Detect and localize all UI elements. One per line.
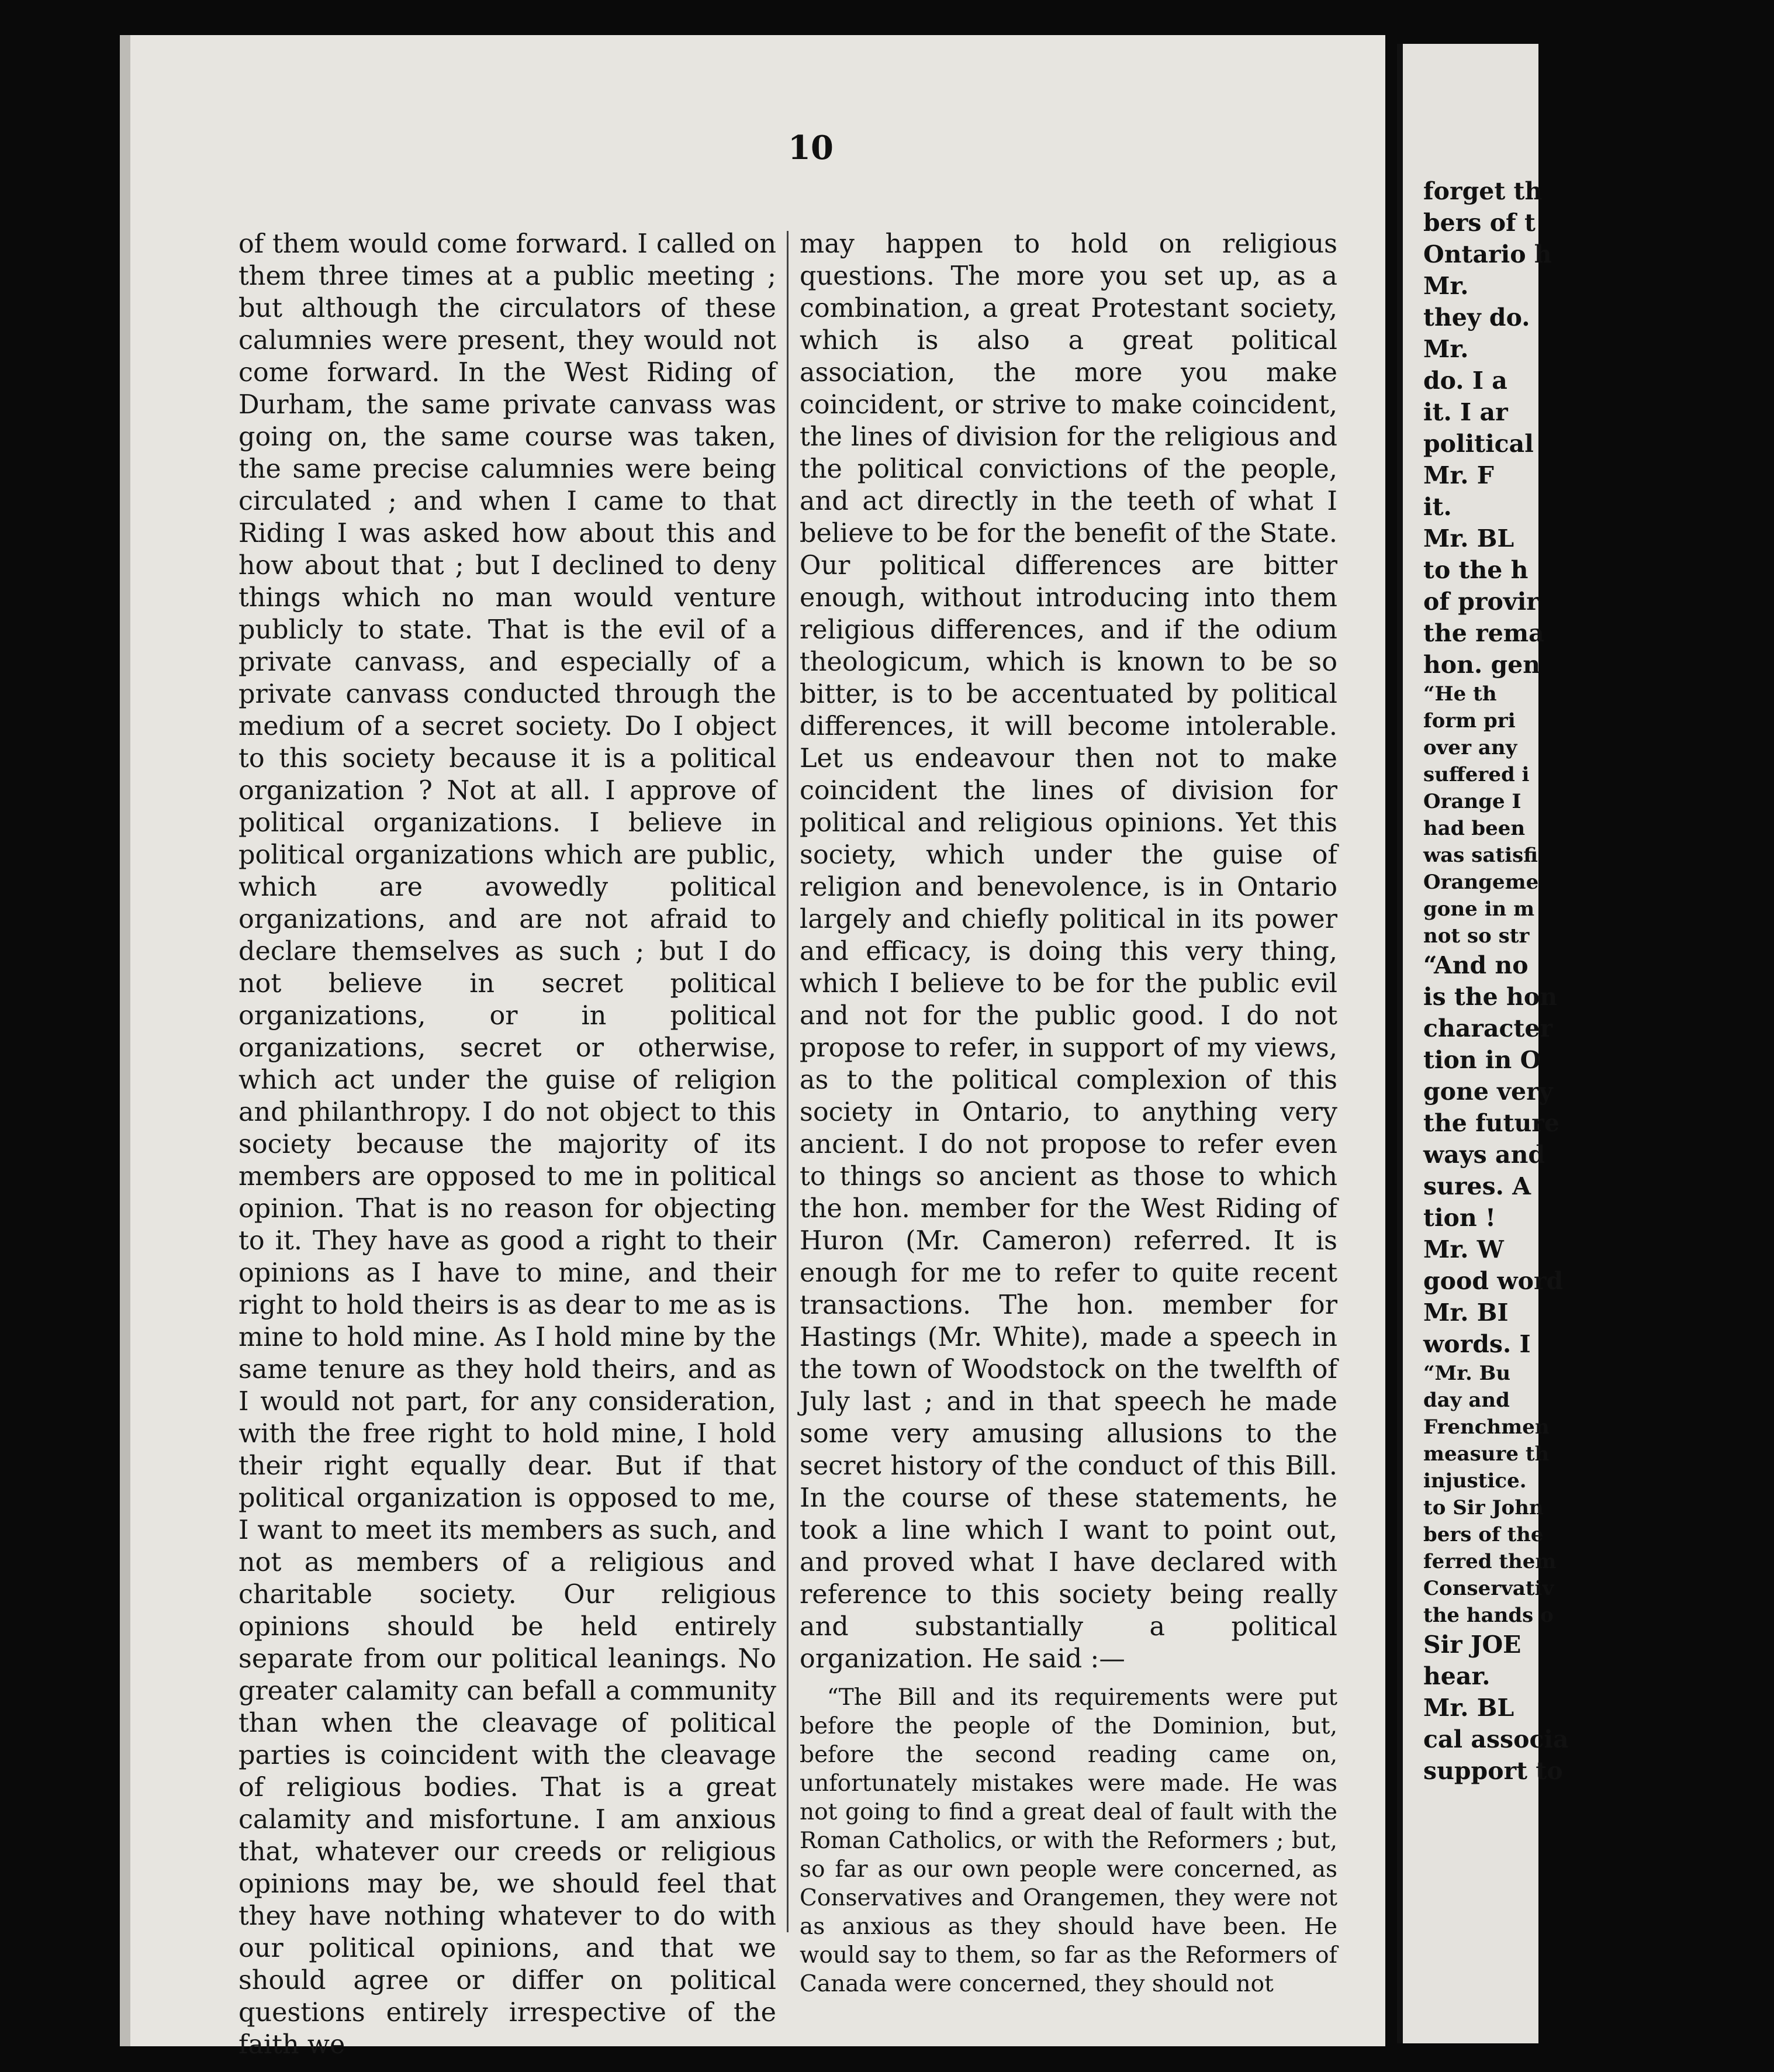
fragment-line: “Mr. Bu (1423, 1362, 1511, 1385)
fragment-line: Conservativ (1423, 1577, 1554, 1600)
fragment-line: hon. gen (1423, 651, 1541, 679)
fragment-line: “And no (1423, 951, 1529, 979)
fragment-line: form pri (1423, 709, 1516, 733)
fragment-line: is the hon (1423, 983, 1558, 1011)
fragment-line: it. I ar (1423, 398, 1508, 426)
fragment-line: good word (1423, 1267, 1564, 1295)
fragment-line: it. (1423, 493, 1452, 521)
left-column (238, 228, 776, 2061)
fragment-line: bers of the (1423, 1523, 1544, 1546)
fragment-line: hear. (1423, 1662, 1491, 1690)
page-number: 10 (788, 129, 834, 167)
fragment-line: was satisfi (1423, 844, 1538, 867)
fragment-line: Mr. BL (1423, 524, 1514, 552)
middle-column-quote: “The Bill and its requirements were put before the people of the Dominion, but, before the second reading came on, unfortunately mistakes were made. He was not going to find a great deal of fault with the Roman Catholics, or with the Reformers ; but, so far as our own people were concerned, as Conservatives and Orangemen, they were not as anxious as they should have been. He would say to them, so far as the Reformers of Canada were concerned, they should not (800, 1684, 1337, 1997)
fragment-line: the rema (1423, 619, 1544, 647)
fragment-line: of provir (1423, 588, 1539, 616)
fragment-line: political (1423, 430, 1534, 458)
fragment-line: Mr. BL (1423, 1694, 1514, 1722)
adjacent-page-text (1423, 175, 1774, 1787)
page-gutter-line (1397, 44, 1403, 2043)
fragment-line: to Sir John (1423, 1496, 1544, 1520)
fragment-line: words. I (1423, 1330, 1531, 1358)
document-page (120, 35, 1385, 2060)
fragment-line: do. I a (1423, 367, 1507, 395)
fragment-line: Ontario h (1423, 240, 1552, 268)
fragment-line: gone very (1423, 1078, 1553, 1106)
fragment-line: to the h (1423, 556, 1529, 584)
fragment-line: support to (1423, 1757, 1563, 1785)
middle-column-text: may happen to hold on religious questions. The more you set up, as a combination, a great Protestant society, which is also a great political association, the more you make coincident, or strive to make coincident, the lines of division for the religious and the political convictions of the people, and act directly in the teeth of what I believe to be for the benefit of the State. Our political differences are bitter enough, without introducing into them religious differences, and if the odium theologicum, which is known to be so bitter, is to be accentuated by political differences, it will become intolerable. Let us endeavour then not to make coincident the lines of division for political and religious opinions. Yet this society, which under the guise of religion and benevolence, is in Ontario largely and chiefly political in its power and efficacy, is doing this very thing, which I believe to be for the public evil and not for the public good. I do not propose to refer, in support of my views, as to the political complexion of this society in Ontario, to anything very ancient. I do not propose to refer even to things so ancient as those to which the hon. member for the West Riding of Huron (Mr. Cameron) referred. It is enough for me to refer to quite recent transactions. The hon. member for Hastings (Mr. White), made a speech in the town of Woodstock on the twelfth of July last ; and in that speech he made some very amusing allusions to the secret history of the conduct of this Bill. In the course of these statements, he took a line which I want to point out, and proved what I have declared with reference to this society being really and substantially a political organization. He said :— (800, 229, 1337, 1674)
fragment-line: over any (1423, 736, 1517, 759)
fragment-line: ways and (1423, 1141, 1545, 1169)
adjacent-page-fragment (1397, 44, 1569, 2043)
fragment-line: ferred them (1423, 1550, 1557, 1573)
fragment-line: injustice. (1423, 1469, 1527, 1493)
fragment-line: “He th (1423, 682, 1497, 706)
left-column-text: of them would come forward. I called on them three times at a public meeting ; but although the circulators of these calumnies were present, they would not come forward. In the West Riding of Durham, the same private canvass was going on, the same course was taken, the same precise calumnies were being circulated ; and when I came to that Riding I was asked how about this and how about that ; but I declined to deny things which no man would venture publicly to state. That is the evil of a private canvass, and especially of a private canvass conducted through the medium of a secret society. Do I object to this society because it is a political organization ? Not at all. I approve of political organizations. I believe in political organizations which are public, which are avowedly political organizations, and are not afraid to declare themselves as such ; but I do not believe in secret political organizations, or in political organizations, secret or otherwise, which act under the guise of religion and philanthropy. I do not object to this society because the majority of its members are opposed to me in political opinion. That is no reason for objecting to it. They have as good a right to their opinions as I have to mine, and their right to hold theirs is as dear to me as is mine to hold mine. As I hold mine by the same tenure as they hold theirs, and as I would not part, for any consideration, with the free right to hold mine, I hold their right equally dear. But if that political organization is opposed to me, I want to meet its members as such, and not as members of a religious and charitable society. Our religious opinions should be held entirely separate from our political leanings. No greater calamity can befall a community than when the cleavage of political parties is coincident with the cleavage of religious bodies. That is a great calamity and misfortune. I am anxious that, whatever our creeds or religious opinions may be, we should feel that they have nothing whatever to do with our political opinions, and that we should agree or differ on political questions entirely irrespective of the faith we (238, 229, 776, 2060)
fragment-line: Mr. F (1423, 461, 1494, 489)
fragment-line: Orange I (1423, 790, 1521, 813)
fragment-line: the hands o (1423, 1604, 1554, 1627)
fragment-line: had been (1423, 817, 1526, 840)
fragment-line: Mr. (1423, 272, 1469, 300)
column-divider (787, 231, 789, 1932)
fragment-line: the future (1423, 1109, 1559, 1137)
fragment-line: tion ! (1423, 1204, 1496, 1232)
fragment-line: tion in O (1423, 1046, 1541, 1074)
fragment-line: character (1423, 1014, 1553, 1042)
fragment-line: Frenchmen (1423, 1415, 1550, 1439)
fragment-line: Orangeme (1423, 871, 1539, 894)
fragment-line: cal associa (1423, 1725, 1569, 1753)
fragment-line: not so str (1423, 924, 1530, 948)
fragment-line: day and (1423, 1389, 1510, 1412)
fragment-line: sures. A (1423, 1172, 1531, 1200)
fragment-line: bers of t (1423, 209, 1536, 237)
fragment-line: gone in m (1423, 897, 1535, 921)
fragment-line: measure th (1423, 1442, 1550, 1466)
fragment-line: Mr. BI (1423, 1299, 1509, 1327)
fragment-line: Sir JOE (1423, 1631, 1521, 1659)
middle-column (800, 228, 1337, 1998)
fragment-line: they do. (1423, 303, 1530, 331)
fragment-line: forget th (1423, 177, 1543, 205)
fragment-line: Mr. (1423, 335, 1469, 363)
fragment-line: suffered i (1423, 763, 1530, 786)
fragment-line: Mr. W (1423, 1235, 1504, 1263)
